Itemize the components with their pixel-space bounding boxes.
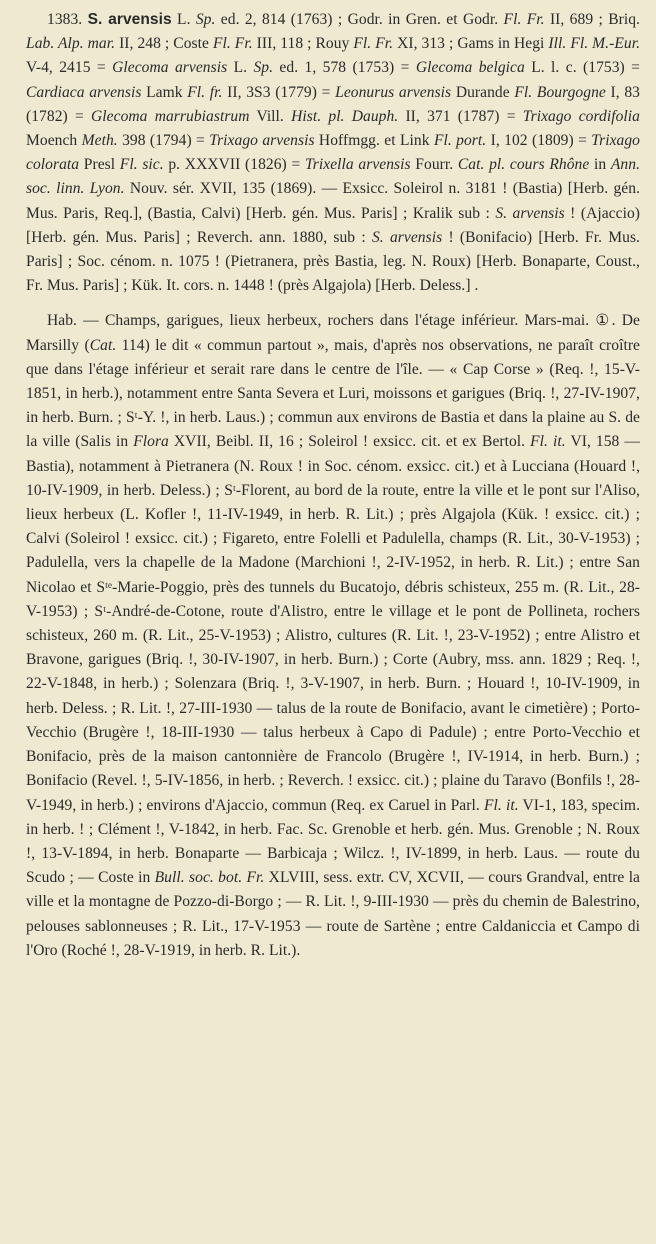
italic-citation: Fl. Fr.	[503, 11, 545, 28]
text-run: XVII, Beibl. II, 16 ; Soleirol ! exsicc. cit. et ex Bertol.	[168, 433, 531, 451]
text-run: Lamk	[141, 83, 188, 101]
italic-citation: Trixago arvensis	[209, 132, 315, 150]
text-run: V-4, 2415 =	[26, 59, 113, 77]
italic-citation: Fl. port.	[433, 132, 487, 150]
text-run: II, 371 (1787) =	[398, 107, 523, 125]
habitat-paragraph	[26, 309, 640, 962]
italic-citation: Ann. soc. linn. Lyon.	[26, 156, 641, 198]
italic-citation: S. arvensis	[495, 204, 565, 222]
italic-citation: Fl. Fr.	[353, 35, 394, 53]
text-run: II, 248 ; Coste	[115, 35, 213, 53]
entry-body	[26, 11, 640, 294]
italic-citation: Fl. Fr.	[212, 35, 253, 53]
text-run: Hoffmgg. et Link	[314, 132, 434, 150]
text-run: Vill.	[249, 107, 292, 125]
italic-citation: Lab. Alp. mar.	[26, 35, 116, 53]
habitat-body	[26, 312, 640, 958]
italic-citation: Cat.	[89, 336, 117, 354]
text-run: Hab. — Champs, garigues, lieux herbeux, rochers dans l'étage inférieur. Mars-mai. ①. De Marsilly (	[26, 312, 640, 354]
text-run: in	[589, 156, 611, 174]
text-run: III, 118 ; Rouy	[252, 35, 354, 53]
italic-citation: Sp.	[195, 11, 216, 28]
text-run: Moench	[26, 132, 82, 150]
text-run: II, 689 ; Briq.	[544, 11, 640, 28]
text-run: L.	[227, 59, 254, 77]
text-run: I, 102 (1809) =	[486, 132, 592, 150]
text-run: ! (Bonifacio) [Herb. Fr. Mus. Paris] ; Soc. cénom. n. 1075 ! (Pietranera, près Bastia, leg. N. Roux) [Herb. Bonaparte, Coust., Fr. Mus. Paris] ; Kük. It. cors. n. 1448 ! (près Algajola) [Herb. Deless.] .	[26, 228, 640, 295]
italic-citation: Cat. pl. cours Rhône	[457, 156, 590, 174]
text-run: ! (Ajaccio) [Herb. gén. Mus. Paris] ; Reverch. ann. 1880, sub :	[26, 204, 640, 246]
italic-citation: Fl. it.	[530, 433, 566, 451]
entry-number: 1383.	[47, 11, 83, 28]
text-run: 398 (1794) =	[117, 132, 210, 150]
italic-citation: Hist. pl. Dauph.	[291, 107, 399, 125]
text-run: p. XXXVII (1826) =	[163, 156, 305, 174]
italic-citation: Leonurus arvensis	[335, 83, 452, 101]
italic-citation: Trixella arvensis	[304, 156, 411, 174]
italic-citation: Ill. Fl. M.-Eur.	[548, 35, 641, 53]
species-name: S. arvensis	[87, 11, 172, 28]
text-run: ed. 2, 814 (1763) ; Godr. in Gren. et Godr.	[215, 11, 504, 28]
text-run: XI, 313 ; Gams in Hegi	[393, 35, 549, 53]
italic-citation: Fl. it.	[483, 796, 519, 814]
text-run: Nouv. sér. XVII, 135 (1869). — Exsicc. Soleirol n. 3181 ! (Bastia) [Herb. gén. Mus. Paris, Req.], (Bastia, Calvi) [Herb. gén. Mus. Paris] ; Kralik sub :	[26, 180, 640, 222]
text-run: L.	[171, 11, 196, 28]
text-run: Fourr.	[410, 156, 458, 174]
italic-citation: Glecoma arvensis	[112, 59, 228, 77]
species-entry	[26, 8, 640, 298]
text-run: XLVIII, sess. extr. CV, XCVII, — cours Grandval, entre la ville et la montagne de Pozzo-di-Borgo ; — R. Lit. !, 9-III-1930 — près du chemin de Balestrino, pelouses sablonneuses ; R. Lit., 17-V-1953 — route de Sartène ; entre Caldaniccia et Campo di l'Oro (Roché !, 28-V-1919, in herb. R. Lit.).	[26, 869, 641, 959]
text-run: VI, 158 — Bastia), notamment à Pietranera (N. Roux ! in Soc. cénom. exsicc. cit.) et à Lucciana (Houard !, 10-IV-1909, in herb. Deless.) ; Sᵗ-Florent, au bord de la route, entre la ville et le pont sur l'Aliso, lieux herbeux (L. Kofler !, 11-IV-1949, in herb. R. Lit.) ; près Algajola (Kük. ! exsicc. cit.) ; Calvi (Soleirol ! exsicc. cit.) ; Figareto, entre Folelli et Padulella, champs (R. Lit., 30-V-1953) ; Padulella, vers la chapelle de la Madone (Marchioni !, 2-IV-1952, in herb. R. Lit.) ; entre San Nicolao et Sᵗᵉ-Marie-Poggio, près des tunnels du Bucatojo, débris schisteux, 255 m. (R. Lit., 28-V-1953) ; Sᵗ-André-de-Cotone, route d'Alistro, entre le village et le pont de Pollineta, rochers schisteux, 260 m. (R. Lit., 25-V-1953) ; Alistro, cultures (R. Lit. !, 23-V-1952) ; entre Alistro et Bravone, garigues (Briq. !, 30-IV-1907, in herb. Burn.) ; Corte (Aubry, mss. ann. 1829 ; Req. !, 22-V-1848, in herb.) ; Solenzara (Briq. !, 3-V-1907, in herb. Burn. ; Houard !, 10-IV-1909, in herb. Deless. ; R. Lit. !, 27-III-1930 — talus de la route de Bonifacio, avant le cimetière) ; Porto-Vecchio (Brugère !, 18-III-1930 — talus herbeux à Capo di Padule) ; entre Porto-Vecchio et Bonifacio, près de la maison cantonnière de Francolo (Brugère !, IV-1914, in herb. Burn.) ; Bonifacio (Revel. !, 5-IV-1856, in herb. ; Reverch. ! exsicc. cit.) ; plaine du Taravo (Bonfils !, 28-V-1949, in herb.) ; environs d'Ajaccio, commun (Req. ex Caruel in Parl.	[26, 433, 640, 814]
italic-citation: Fl. fr.	[187, 83, 223, 101]
text-run: L. l. c. (1753) =	[524, 59, 640, 77]
italic-citation: S. arvensis	[371, 228, 443, 246]
text-run: Durande	[451, 83, 515, 101]
italic-citation: Flora	[133, 433, 169, 451]
italic-citation: Bull. soc. bot. Fr.	[154, 869, 265, 887]
text-run: ed. 1, 578 (1753) =	[273, 59, 416, 77]
italic-citation: Trixago colorata	[26, 132, 640, 174]
italic-citation: Fl. sic.	[119, 156, 164, 174]
italic-citation: Fl. Bourgogne	[514, 83, 606, 101]
italic-citation: Glecoma marrubiastrum	[91, 107, 250, 125]
italic-citation: Glecoma belgica	[415, 59, 525, 77]
italic-citation: Meth.	[81, 132, 118, 150]
text-run: Presl	[79, 156, 120, 174]
text-run: II, 3S3 (1779) =	[222, 83, 336, 101]
text-run: 114) le dit « commun partout », mais, d'après nos observations, ne paraît croître que dans l'étage inférieur et serait rare dans le centre de l'île. — « Cap Corse » (Req. !, 15-V-1851, in herb.), notamment entre Santa Severa et Luri, moissons et garigues (Briq. !, 27-IV-1907, in herb. Burn. ; Sᵗ-Y. !, in herb. Laus.) ; commun aux environs de Bastia et dans la plaine au S. de la ville (Salis in	[26, 336, 640, 451]
italic-citation: Cardiaca arvensis	[26, 83, 142, 101]
text-run: VI-1, 183, specim. in herb. ! ; Clément !, V-1842, in herb. Fac. Sc. Grenoble et herb. gén. Mus. Grenoble ; N. Roux !, 13-V-1894, in herb. Bonaparte — Barbicaja ; Wilcz. !, IV-1899, in herb. Laus. — route du Scudo ; — Coste in	[26, 796, 641, 887]
italic-citation: Sp.	[253, 59, 274, 77]
italic-citation: Trixago cordifolia	[522, 107, 640, 125]
text-run: I, 83 (1782) =	[26, 83, 641, 125]
